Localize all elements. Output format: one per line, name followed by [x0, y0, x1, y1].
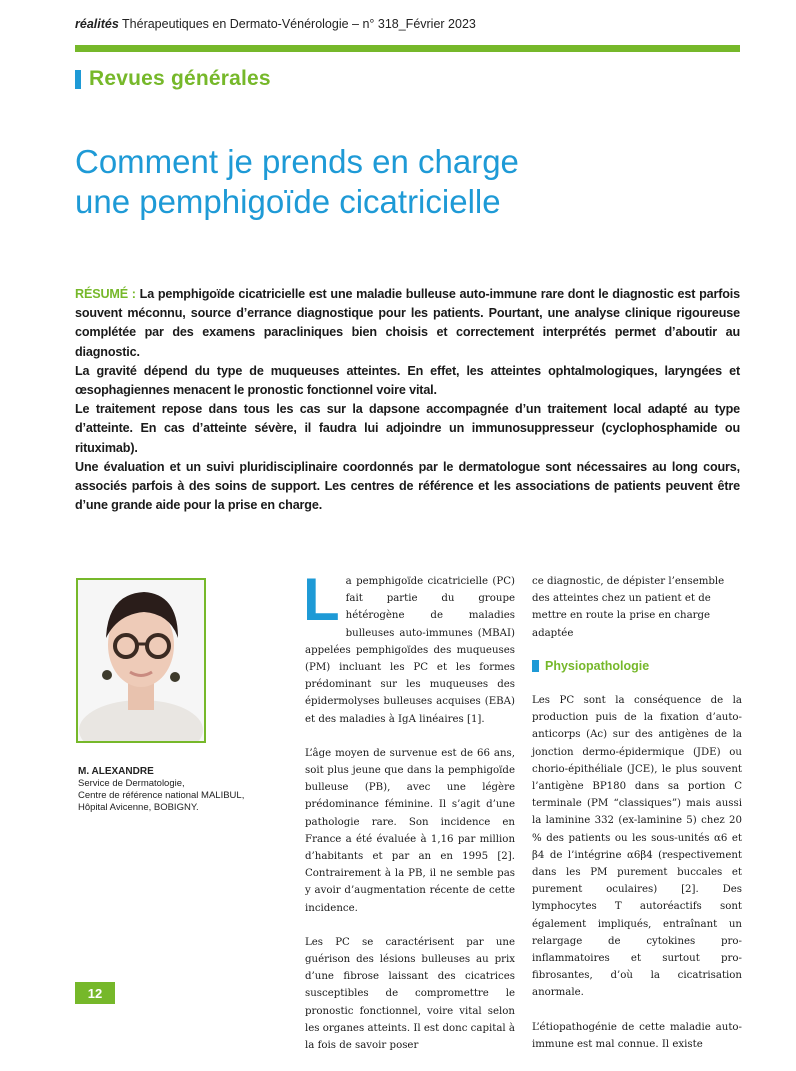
header-rule — [75, 45, 740, 52]
subsection-heading — [532, 658, 742, 675]
body-paragraph: L’âge moyen de survenue est de 66 ans, soit plus jeune que dans la pemphigoïde bulleuse (PB), avec une légère prédominance féminine. Il s’agit d’une pathologie rare. Son incidence en France a été évaluée à 1,16 par million d’habitants et par an en 1995 [2]. Contrairement à la PB, il ne semble pas y avoir d’augmentation récente de cette incidence. — [305, 747, 515, 914]
body-paragraph: ce diagnostic, de dépister l’ensemble des atteintes chez un patient et de mettre en route la prise en charge adaptée — [532, 576, 725, 639]
section-tag — [75, 67, 271, 91]
abstract — [75, 285, 740, 515]
author-affiliation: Centre de référence national MALIBUL, — [78, 790, 245, 801]
abstract-text: La pemphigoïde cicatricielle est une maladie bulleuse auto-immune rare dont le diagnostic est parfois souvent méconnu, source d’errance diagnostique pour les patients. Pourtant, une analyse clinique rigoureuse complétée par des examens paracliniques bien choisis et correctement interprétés permet d’aboutir au diagnostic. — [75, 287, 741, 359]
author-affiliation: Service de Dermatologie, — [78, 778, 185, 789]
page-number: 12 — [75, 982, 115, 1004]
body-paragraph: Les PC sont la conséquence de la production puis de la fixation d’auto-anticorps (Ac) sur des antigènes de la jonction dermo-épidermique (JDE) ou chorio-épithéliale (JCE), le plus souvent l’antigène BP180 dans sa portion C terminale (PM “classiques”) mais aussi la laminine 332 (ex-laminine 5) chez 20 % des patients ou les sous-unités α6 et β4 de l’intégrine α6β4 (respectivement dans les PM purement buccales et purement oculaires) [2]. Des lymphocytes T autoréactifs sont également impliqués, entraînant un relargage de cytokines pro-inflammatoires et surtout pro-fibrosantes, d’où la cicatrisation anormale. — [532, 695, 742, 999]
body-paragraph — [303, 566, 515, 728]
article-title — [75, 142, 519, 222]
author-photo — [76, 578, 206, 743]
abstract-paragraph: Le traitement repose dans tous les cas sur la dapsone accompagnée d’un traitement local adapté au type d’atteinte. En cas d’atteinte sévère, il faudra lui adjoindre un immunosuppresseur (cyclophosphamide ou rituximab). — [75, 402, 740, 455]
body-text: a pemphigoïde cicatricielle (PC) fait partie du groupe hétérogène de maladies bulleuses auto-immunes (MBAI) appelées pemphigoïdes des muqueuses (PM) incluant les PC et les formes prédominant sur les muqueuses des épidermolyses bulleuses acquises (EBA) et des maladies à IgA linéaires [1]. — [305, 576, 515, 725]
body-column-1 — [303, 566, 515, 1071]
body-column-2 — [532, 573, 742, 1070]
abstract-paragraph — [75, 285, 740, 362]
journal-brand: réalités — [75, 17, 119, 31]
journal-issue: Thérapeutiques en Dermato-Vénérologie – n° 318_Février 2023 — [122, 17, 476, 31]
abstract-paragraph: La gravité dépend du type de muqueuses atteintes. En effet, les atteintes ophtalmologiques, laryngées et œsophagiennes menacent le pronostic fonctionnel voire vital. — [75, 363, 740, 398]
abstract-lead: RÉSUMÉ : — [75, 287, 136, 301]
title-line-1: Comment je prends en charge — [75, 143, 519, 180]
body-paragraph: Les PC se caractérisent par une guérison des lésions bulleuses au prix d’une fibrose laissant des cicatrices susceptibles de compromettre le pronostic fonctionnel, voire vital selon les organes atteints. Il est donc capital à la fois de savoir poser — [305, 936, 515, 1052]
abstract-paragraph: Une évaluation et un suivi pluridisciplinaire coordonnés par le dermatologue sont nécessaires au long cours, associés parfois à des soins de support. Les centres de référence et les associations de patients peuvent être d’une grande aide pour la prise en charge. — [75, 459, 740, 513]
section-marker-icon — [75, 70, 81, 89]
author-name: M. ALEXANDRE — [78, 766, 154, 777]
author-affiliation: Hôpital Avicenne, BOBIGNY. — [78, 802, 199, 813]
title-line-2: une pemphigoïde cicatricielle — [75, 183, 501, 220]
running-header — [75, 17, 476, 31]
author-block — [78, 766, 244, 814]
drop-cap: L — [303, 566, 340, 633]
author-portrait-icon — [78, 580, 204, 741]
body-paragraph: L’étiopathogénie de cette maladie auto-immune est mal connue. Il existe — [532, 1021, 742, 1050]
subsection-title: Physiopathologie — [545, 658, 650, 673]
subsection-marker-icon — [532, 660, 539, 672]
section-label: Revues générales — [89, 67, 271, 90]
